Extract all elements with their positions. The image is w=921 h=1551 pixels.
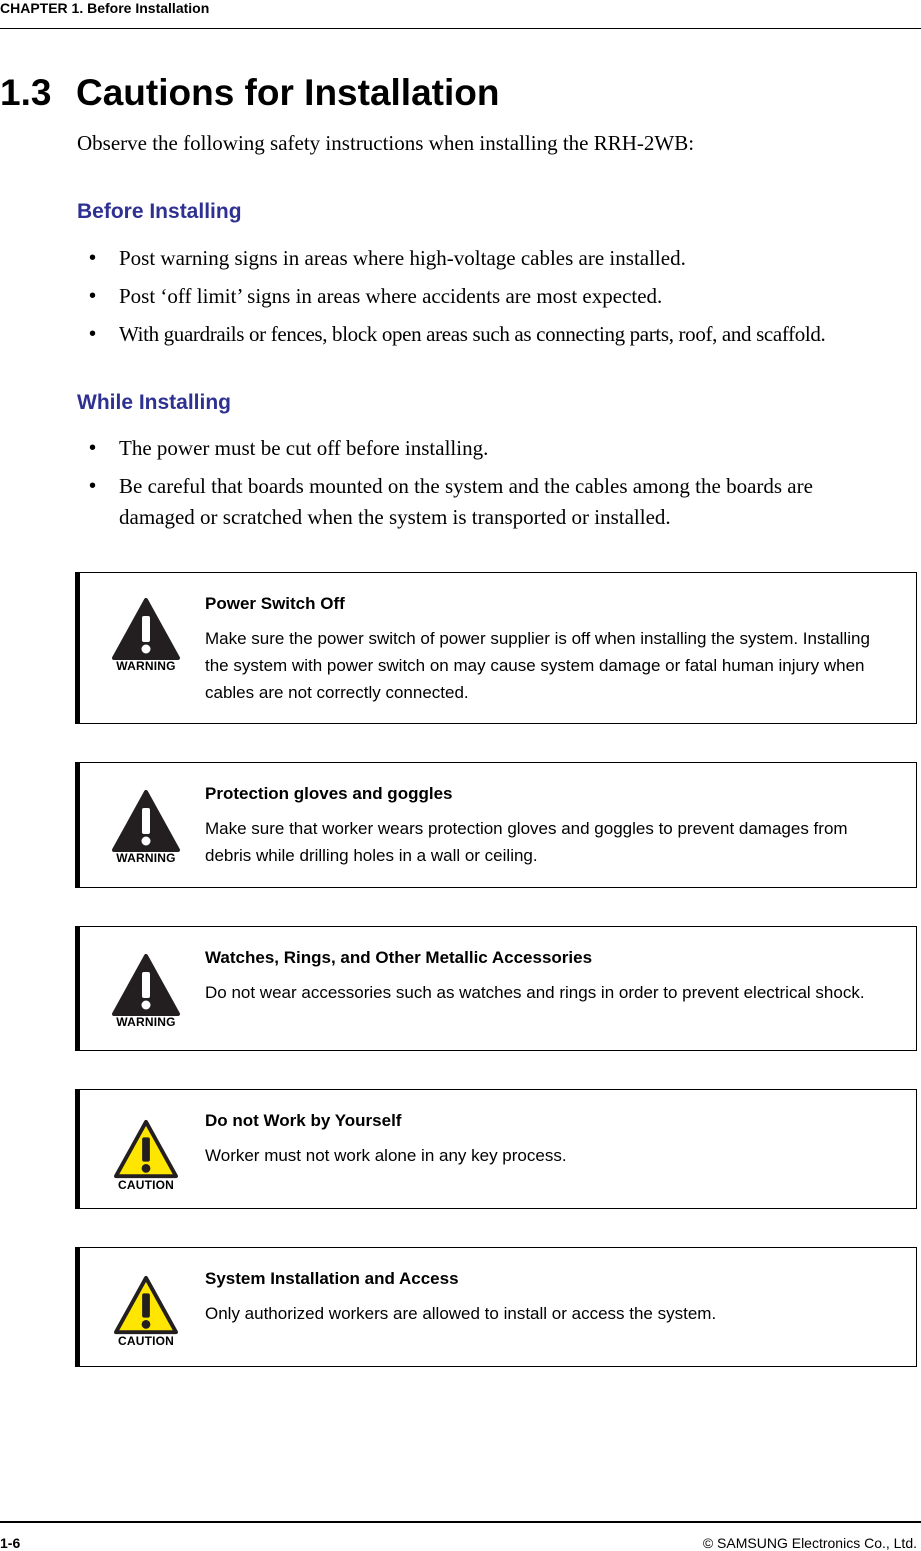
caution-notice bbox=[75, 1089, 917, 1209]
page-footer bbox=[0, 1521, 921, 1551]
section-number: 1.3 bbox=[0, 72, 52, 113]
notice-type-label: WARNING bbox=[116, 851, 176, 865]
notice-title: Watches, Rings, and Other Metallic Accessories bbox=[205, 948, 593, 967]
warning-notice bbox=[75, 572, 917, 724]
bullet-icon: • bbox=[89, 285, 97, 307]
warning-icon bbox=[111, 789, 181, 865]
section-title: Cautions for Installation bbox=[76, 72, 500, 113]
notice-text: Only authorized workers are allowed to install or access the system. bbox=[205, 1304, 717, 1323]
while-installing-heading: While Installing bbox=[77, 391, 232, 414]
notice-text: Make sure the power switch of power supplier is off when installing the system. Installing the system with power switch on may cause system damage or fatal human injury when cables are not correctly connected. bbox=[205, 629, 870, 702]
notice-title: System Installation and Access bbox=[205, 1269, 459, 1288]
copyright: © SAMSUNG Electronics Co., Ltd. bbox=[702, 1535, 917, 1551]
intro-paragraph: Observe the following safety instructions when installing the RRH-2WB: bbox=[77, 131, 695, 155]
page-number: 1-6 bbox=[0, 1535, 21, 1551]
caution-icon bbox=[111, 1274, 181, 1348]
chapter-title: CHAPTER 1. Before Installation bbox=[0, 0, 210, 16]
notice-type-label: CAUTION bbox=[117, 1178, 175, 1192]
caution-notice bbox=[75, 1247, 917, 1367]
notice-type-label: WARNING bbox=[116, 1015, 176, 1029]
notice-text: Do not wear accessories such as watches and rings in order to prevent electrical shock. bbox=[205, 983, 865, 1002]
warning-icon bbox=[111, 597, 181, 673]
notice-title: Protection gloves and goggles bbox=[205, 784, 453, 803]
while-installing-list bbox=[77, 433, 917, 540]
notice-text: Make sure that worker wears protection gloves and goggles to prevent damages from debris while drilling holes in a wall or ceiling. bbox=[205, 819, 848, 865]
notice-title: Power Switch Off bbox=[205, 594, 345, 613]
notice-type-label: CAUTION bbox=[117, 1334, 175, 1348]
caution-icon bbox=[111, 1118, 181, 1192]
notice-text: Worker must not work alone in any key process. bbox=[205, 1146, 567, 1165]
list-item: • Post ‘off limit’ signs in areas where accidents are most expected. bbox=[77, 281, 917, 312]
bullet-icon: • bbox=[89, 475, 97, 497]
before-installing-heading: Before Installing bbox=[77, 200, 242, 223]
bullet-icon: • bbox=[89, 437, 97, 459]
list-item: • Be careful that boards mounted on the system and the cables among the boards are damaged or scratched when the system is transported or installed. bbox=[77, 471, 879, 533]
warning-notice bbox=[75, 762, 917, 888]
page-header bbox=[0, 0, 921, 29]
warning-notice bbox=[75, 926, 917, 1051]
notice-title: Do not Work by Yourself bbox=[205, 1111, 402, 1130]
section-heading bbox=[0, 72, 499, 114]
notice-type-label: WARNING bbox=[116, 659, 176, 673]
list-item: • With guardrails or fences, block open areas such as connecting parts, roof, and scaffold. bbox=[77, 319, 917, 350]
bullet-icon: • bbox=[89, 323, 96, 345]
before-installing-list bbox=[77, 243, 917, 357]
list-item: • Post warning signs in areas where high-voltage cables are installed. bbox=[77, 243, 917, 274]
bullet-icon: • bbox=[89, 247, 97, 269]
warning-icon bbox=[111, 953, 181, 1029]
list-item: • The power must be cut off before installing. bbox=[77, 433, 917, 464]
